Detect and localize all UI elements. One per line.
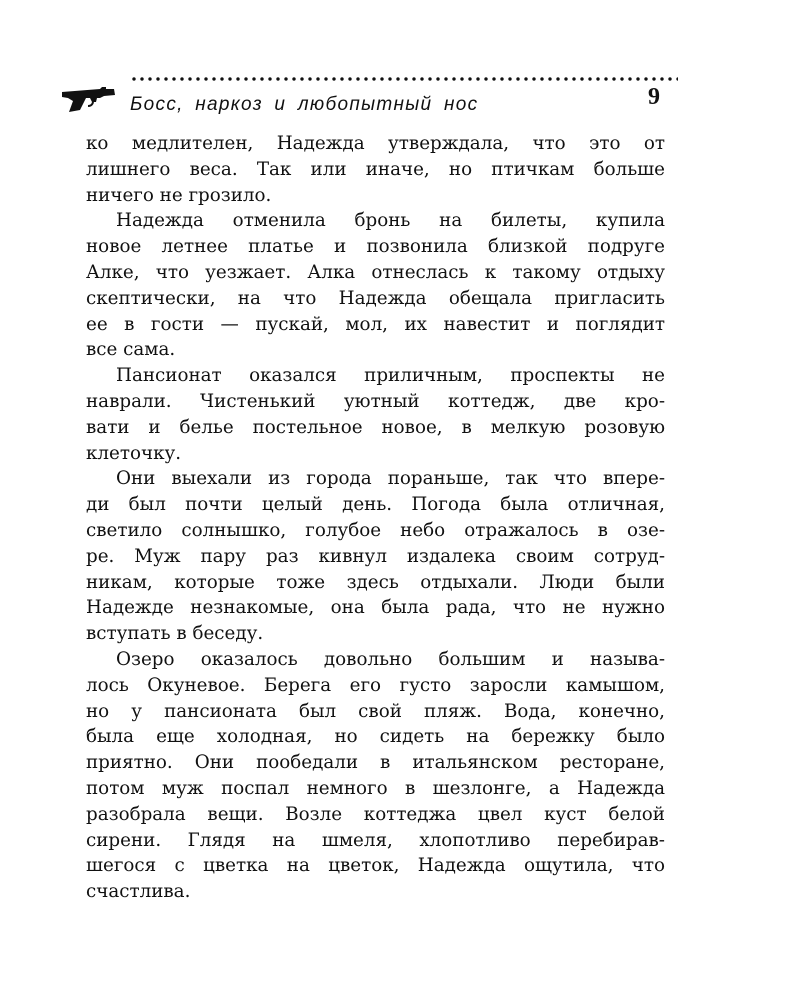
- text-line: наврали. Чистенький уютный коттедж, две кро-: [86, 390, 665, 412]
- body-text: [86, 131, 665, 905]
- text-line: клеточку.: [86, 442, 182, 464]
- text-line: ничего не грозило.: [86, 184, 272, 206]
- text-line: ре. Муж пару раз кивнул издалека своим сотруд-: [86, 545, 665, 567]
- dotted-rule: [130, 76, 678, 82]
- page-number: 9: [648, 84, 660, 110]
- text-line: Они выехали из города пораньше, так что впере-: [116, 468, 665, 490]
- text-line: потом муж поспал немного в шезлонге, а Надежда: [86, 777, 665, 799]
- text-line: ее в гости — пускай, мол, их навестит и поглядит: [86, 313, 665, 335]
- page-header: [60, 72, 680, 132]
- text-line: лишнего веса. Так или иначе, но птичкам больше: [86, 158, 665, 180]
- text-line: счастлива.: [86, 881, 191, 903]
- text-line: Надежде незнакомые, она была рада, что не нужно: [86, 597, 665, 619]
- text-line: была еще холодная, но сидеть на бережку было: [86, 726, 665, 748]
- paragraph: [86, 647, 665, 905]
- text-line: новое летнее платье и позвонила близкой подруге: [86, 236, 665, 258]
- text-line: лось Окуневое. Берега его густо заросли камышом,: [86, 674, 665, 696]
- paragraph: [86, 131, 665, 208]
- revolver-icon: [60, 86, 116, 114]
- paragraph: [86, 466, 665, 647]
- text-line: никам, которые тоже здесь отдыхали. Люди были: [86, 571, 665, 593]
- paragraph: [86, 363, 665, 466]
- text-line: ди был почти целый день. Погода была отличная,: [86, 494, 665, 516]
- text-line: Пансионат оказался приличным, проспекты не: [116, 365, 665, 387]
- text-line: вати и белье постельное новое, в мелкую розовую: [86, 416, 665, 438]
- text-line: разобрала вещи. Возле коттеджа цвел куст белой: [86, 803, 665, 825]
- text-line: вступать в беседу.: [86, 623, 264, 645]
- text-line: Алке, что уезжает. Алка отнеслась к такому отдыху: [86, 261, 665, 283]
- text-line: скептически, на что Надежда обещала пригласить: [86, 287, 665, 309]
- text-line: Надежда отменила бронь на билеты, купила: [116, 210, 665, 232]
- text-line: приятно. Они пообедали в итальянском ресторане,: [86, 752, 665, 774]
- running-title: Босс, наркоз и любопытный нос: [130, 94, 479, 115]
- text-line: но у пансионата был свой пляж. Вода, конечно,: [86, 700, 665, 722]
- text-line: сирени. Глядя на шмеля, хлопотливо перебирав-: [86, 829, 665, 851]
- text-line: светило солнышко, голубое небо отражалось в озе-: [86, 519, 665, 541]
- text-line: все сама.: [86, 339, 176, 361]
- text-line: шегося с цветка на цветок, Надежда ощутила, что: [86, 855, 665, 877]
- text-line: Озеро оказалось довольно большим и называ-: [116, 648, 665, 670]
- paragraph: [86, 208, 665, 363]
- text-line: ко медлителен, Надежда утверждала, что это от: [86, 133, 665, 154]
